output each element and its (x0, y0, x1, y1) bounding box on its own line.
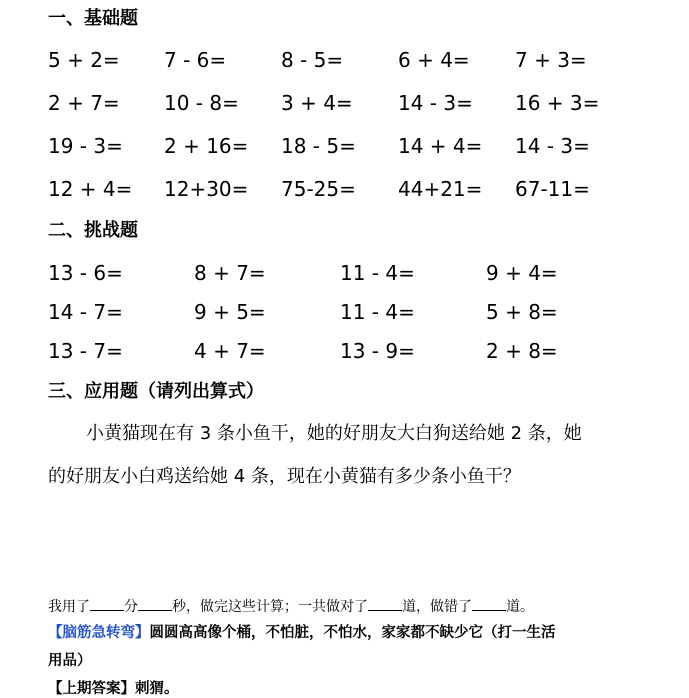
section1-heading: 一、基础题 (48, 8, 138, 29)
section2-row-1 (0, 260, 689, 286)
problem: 5 + 8= (486, 300, 558, 324)
problem: 13 - 6= (48, 261, 123, 285)
answer-tag: 【上期答案】 (48, 681, 135, 697)
minutes-blank[interactable] (90, 597, 124, 611)
section3-heading: 三、应用题（请列出算式） (48, 381, 264, 402)
problem: 13 - 9= (340, 339, 415, 363)
problem: 14 - 7= (48, 300, 123, 324)
problem: 67-11= (515, 177, 590, 201)
problem: 8 + 7= (194, 261, 266, 285)
problem: 2 + 8= (486, 339, 558, 363)
section2-heading: 二、挑战题 (48, 220, 138, 241)
problem: 10 - 8= (164, 91, 239, 115)
section1-row-2 (0, 90, 689, 116)
problem: 44+21= (398, 177, 483, 201)
section1-row-1 (0, 47, 689, 73)
problem: 7 + 3= (515, 48, 587, 72)
problem: 11 - 4= (340, 261, 415, 285)
problem: 13 - 7= (48, 339, 123, 363)
timing-text: 道，做错了 (402, 599, 472, 615)
wrong-count-blank[interactable] (472, 597, 506, 611)
previous-answer (48, 680, 179, 698)
timing-text: 分 (124, 599, 138, 615)
problem: 16 + 3= (515, 91, 600, 115)
word-problem (48, 412, 628, 498)
problem: 8 - 5= (281, 48, 344, 72)
riddle-tag: 【脑筋急转弯】 (48, 625, 150, 641)
answer-text: 刺猬。 (135, 681, 179, 697)
problem: 2 + 16= (164, 134, 249, 158)
problem: 12 + 4= (48, 177, 133, 201)
problem: 11 - 4= (340, 300, 415, 324)
riddle-line-2 (48, 652, 92, 670)
section1-row-3 (0, 133, 689, 159)
timing-line (48, 597, 534, 616)
problem: 12+30= (164, 177, 249, 201)
section2-row-2 (0, 299, 689, 325)
word-problem-line-1: 小黄猫现在有 3 条小鱼干，她的好朋友大白狗送给她 2 条，她 (86, 423, 582, 444)
correct-count-blank[interactable] (368, 597, 402, 611)
word-problem-line-2: 的好朋友小白鸡送给她 4 条，现在小黄猫有多少条小鱼干？ (48, 466, 521, 487)
problem: 18 - 5= (281, 134, 356, 158)
timing-text: 我用了 (48, 599, 90, 615)
problem: 2 + 7= (48, 91, 120, 115)
problem: 9 + 4= (486, 261, 558, 285)
problem: 14 - 3= (515, 134, 590, 158)
problem: 14 - 3= (398, 91, 473, 115)
problem: 5 + 2= (48, 48, 120, 72)
riddle-line-1 (48, 624, 556, 642)
problem: 19 - 3= (48, 134, 123, 158)
problem: 7 - 6= (164, 48, 227, 72)
problem: 6 + 4= (398, 48, 470, 72)
section2-row-3 (0, 338, 689, 364)
timing-text: 秒，做完这些计算；一共做对了 (172, 599, 368, 615)
problem: 14 + 4= (398, 134, 483, 158)
problem: 3 + 4= (281, 91, 353, 115)
problem: 4 + 7= (194, 339, 266, 363)
problem: 9 + 5= (194, 300, 266, 324)
problem: 75-25= (281, 177, 356, 201)
timing-text: 道。 (506, 599, 534, 615)
riddle-text: 圆圆高高像个桶，不怕脏，不怕水，家家都不缺少它（打一生活 (149, 625, 556, 641)
riddle-text-continued: 用品） (48, 653, 92, 669)
seconds-blank[interactable] (138, 597, 172, 611)
section1-row-4 (0, 176, 689, 202)
